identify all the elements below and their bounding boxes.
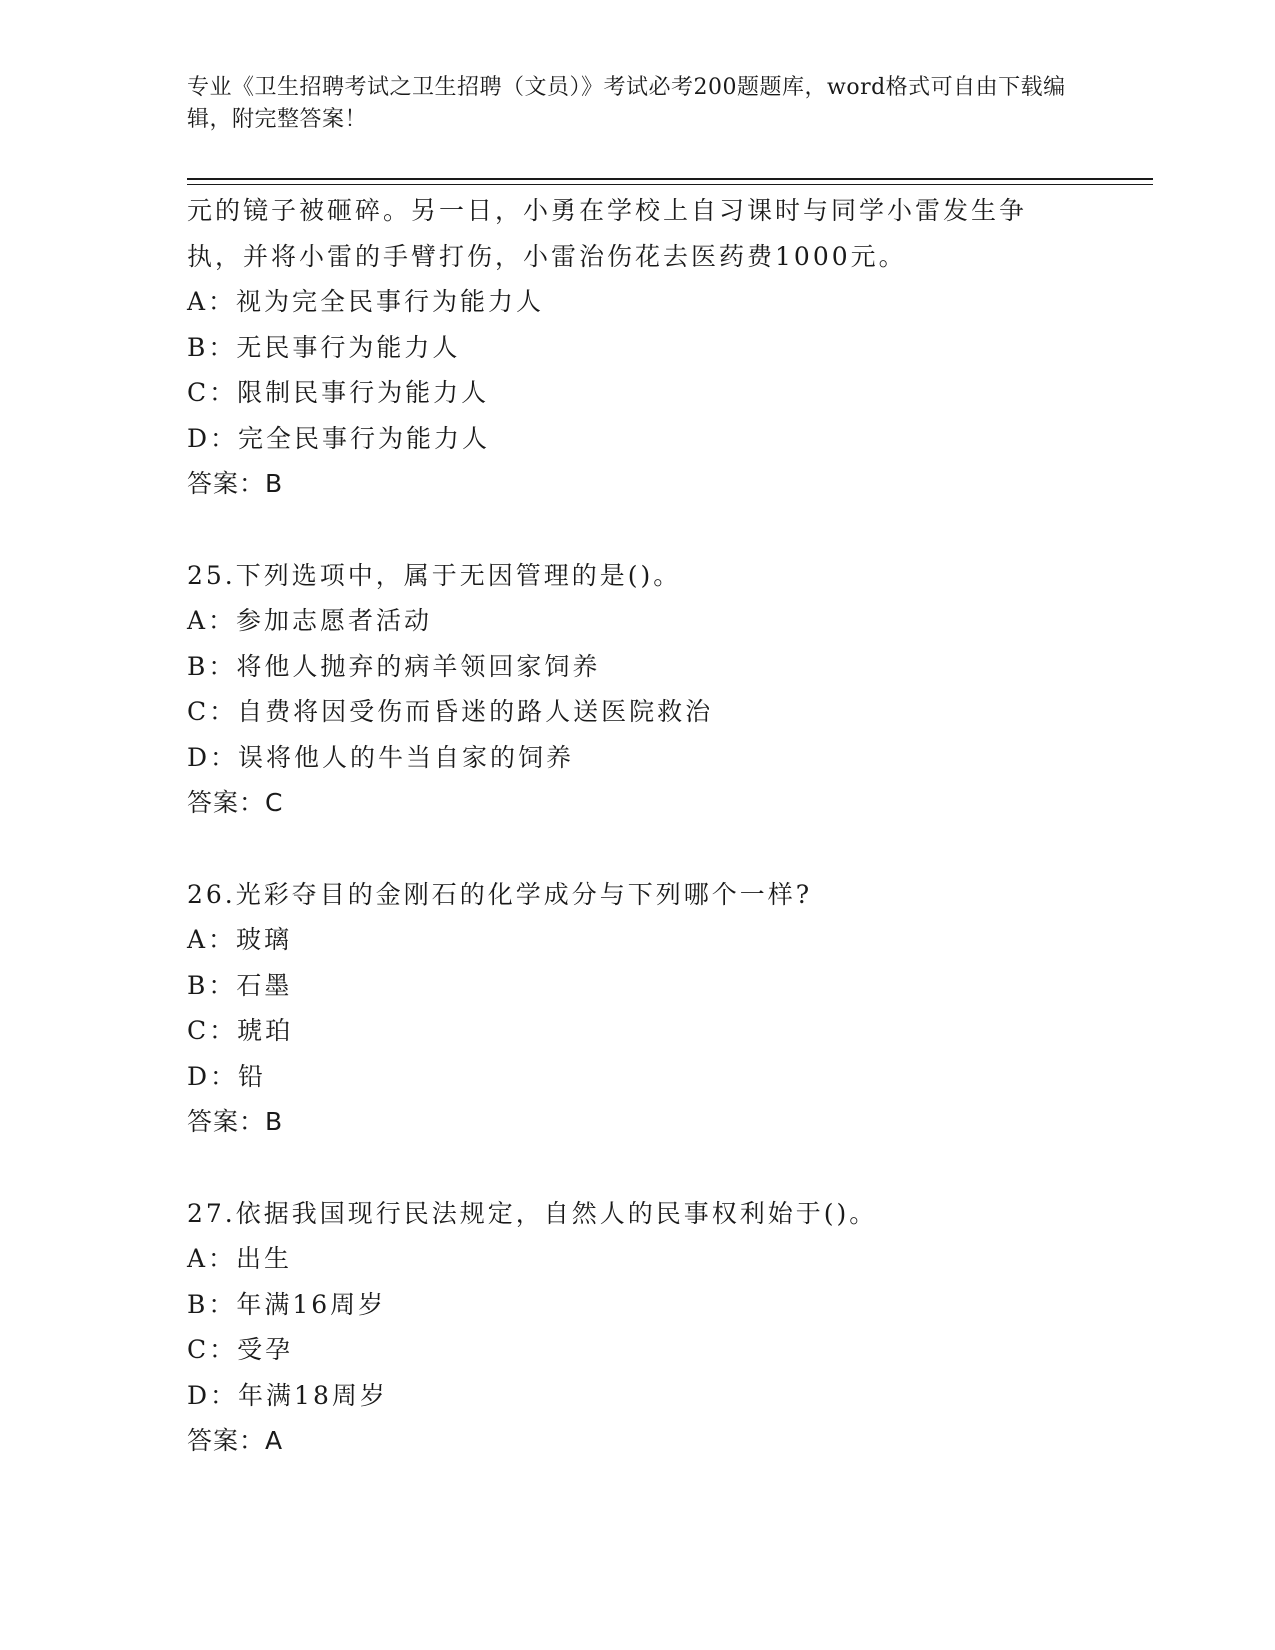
question-stem-line: 元的镜子被砸碎。另一日，小勇在学校上自习课时与同学小雷发生争	[187, 196, 1028, 225]
option-a: A：参加志愿者活动	[187, 606, 433, 635]
question-26	[187, 872, 1087, 1145]
header-rule-thin	[187, 184, 1153, 185]
option-c: C：自费将因受伤而昏迷的路人送医院救治	[187, 697, 714, 726]
option-d: D：完全民事行为能力人	[187, 423, 491, 453]
question-27	[187, 1191, 1087, 1464]
question-stem: 25.下列选项中，属于无因管理的是()。	[187, 560, 682, 590]
option-b: B：石墨	[187, 970, 293, 1000]
option-b: B：将他人抛弃的病羊领回家饲养	[187, 651, 601, 681]
option-a: A：出生	[187, 1244, 293, 1273]
option-c: C：受孕	[187, 1335, 294, 1364]
question-stem: 27.依据我国现行民法规定，自然人的民事权利始于()。	[187, 1198, 878, 1228]
option-b: B：无民事行为能力人	[187, 332, 461, 362]
question-24-continued	[187, 188, 1087, 507]
option-c: C：琥珀	[187, 1016, 294, 1045]
spacer	[187, 826, 1087, 872]
option-a: A：玻璃	[187, 925, 293, 954]
header-rule-thick	[187, 178, 1153, 180]
question-stem: 26.光彩夺目的金刚石的化学成分与下列哪个一样?	[187, 879, 813, 909]
document-header	[187, 72, 1067, 136]
spacer	[187, 507, 1087, 553]
option-d: D：年满18周岁	[187, 1380, 388, 1410]
option-c: C：限制民事行为能力人	[187, 378, 490, 407]
option-d: D：误将他人的牛当自家的饲养	[187, 742, 575, 772]
answer: 答案：A	[187, 1426, 284, 1455]
spacer	[187, 1145, 1087, 1191]
option-d: D：铅	[187, 1061, 267, 1091]
option-b: B：年满16周岁	[187, 1289, 387, 1319]
option-a: A：视为完全民事行为能力人	[187, 287, 545, 316]
question-stem-line: 执，并将小雷的手臂打伤，小雷治伤花去医药费1000元。	[187, 241, 907, 271]
answer: 答案：B	[187, 469, 284, 498]
answer: 答案：C	[187, 788, 284, 817]
header-text: 专业《卫生招聘考试之卫生招聘（文员）》考试必考200题题库，word格式可自由下载编辑，附完整答案！	[187, 75, 1066, 132]
question-25	[187, 553, 1087, 826]
answer: 答案：B	[187, 1107, 284, 1136]
question-content	[187, 188, 1087, 1464]
